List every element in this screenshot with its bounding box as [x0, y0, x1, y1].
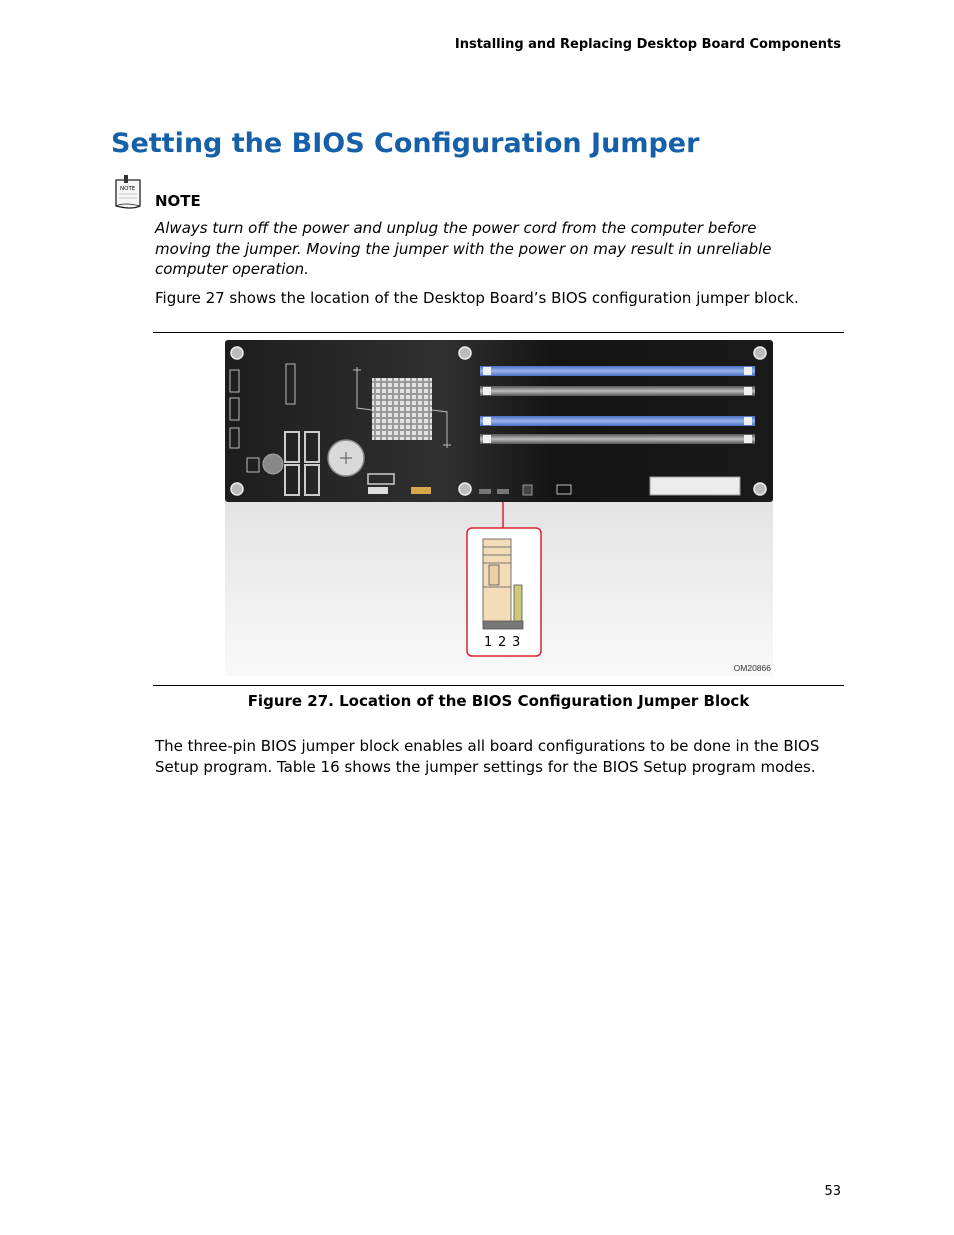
intro-paragraph: Figure 27 shows the location of the Desktop Board’s BIOS configuration jumper block.	[155, 289, 799, 307]
front-panel-header	[411, 487, 431, 494]
pin-label-2: 2	[498, 635, 507, 650]
page-number: 53	[824, 1184, 841, 1199]
figure-bottom-rule	[153, 685, 844, 686]
fan-header	[523, 485, 532, 495]
bios-jumper-location	[479, 489, 491, 494]
note-icon-label: NOTE	[120, 186, 136, 192]
note-text: Always turn off the power and unplug the power cord from the computer before moving the jumper. Moving the jumper with the power on may result in unreliable computer operation.	[155, 219, 772, 278]
small-header	[368, 487, 388, 494]
figure-caption: Figure 27. Location of the BIOS Configuration Jumper Block	[247, 692, 750, 710]
running-header: Installing and Replacing Desktop Board Components	[454, 37, 841, 52]
figure-top-rule	[153, 332, 844, 333]
heatsink	[372, 378, 432, 440]
buzzer	[263, 454, 283, 474]
atx-power-connector	[650, 477, 740, 495]
description-paragraph: The three-pin BIOS jumper block enables all board configurations to be done in the BIOS Setup program. Table 16 shows the jumper settings for the BIOS Setup program modes.	[155, 737, 820, 776]
pin-label-3: 3	[512, 635, 521, 650]
board-figure	[225, 340, 773, 676]
note-icon	[112, 174, 144, 212]
figure-id: OM20866	[733, 663, 771, 673]
section-title: Setting the BIOS Configuration Jumper	[111, 128, 700, 159]
header-near-jumper	[497, 489, 509, 494]
note-heading: NOTE	[155, 192, 201, 210]
pin-label-1: 1	[484, 635, 493, 650]
